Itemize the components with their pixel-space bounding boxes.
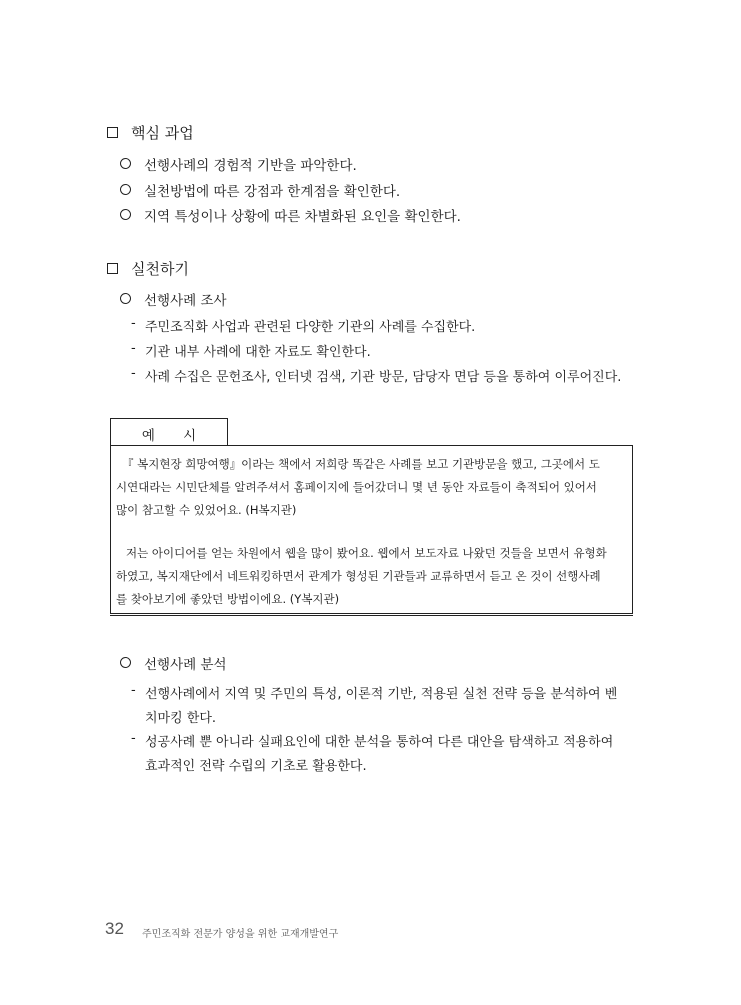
square-bullet-icon — [107, 263, 118, 274]
dash-bullet: - — [131, 366, 136, 381]
dash-bullet: - — [131, 341, 136, 356]
square-bullet-icon — [107, 127, 118, 138]
core-item: 지역 특성이나 상황에 따른 차별화된 요인을 확인한다. — [144, 209, 461, 225]
dash-bullet: - — [131, 731, 136, 746]
circle-bullet-icon — [120, 184, 131, 195]
example-line: 저는 아이디어를 얻는 차원에서 웹을 많이 봤어요. 웹에서 보도자료 나왔던 것들을 보면서 유형화 — [126, 546, 607, 560]
circle-bullet-icon — [120, 657, 131, 668]
section-title-practice: 실천하기 — [131, 260, 189, 278]
analysis-item-line: 효과적인 전략 수립의 기초로 활용한다. — [145, 759, 367, 774]
circle-bullet-icon — [120, 158, 131, 169]
example-line: 많이 참고할 수 있었어요. (H복지관) — [116, 503, 297, 517]
survey-item: 기관 내부 사례에 대한 자료도 확인한다. — [145, 345, 371, 360]
core-item: 실천방법에 따른 강점과 한계점을 확인한다. — [144, 184, 401, 200]
circle-bullet-icon — [120, 209, 131, 220]
example-line: 하였고, 복지재단에서 네트워킹하면서 관계가 형성된 기관들과 교류하면서 듣고 온 것이 선행사례 — [116, 569, 601, 583]
section-title-core: 핵심 과업 — [131, 124, 194, 142]
footer-text: 주민조직화 전문가 양성을 위한 교재개발연구 — [142, 929, 339, 940]
survey-title: 선행사례 조사 — [144, 293, 227, 309]
example-line: 를 찾아보기에 좋았던 방법이에요. (Y복지관) — [116, 592, 340, 606]
example-label: 예 시 — [141, 428, 209, 444]
core-item: 선행사례의 경험적 기반을 파악한다. — [144, 158, 357, 174]
example-tab — [110, 418, 228, 445]
example-line: 『 복지현장 희망여행』이라는 책에서 저희랑 똑같은 사례를 보고 기관방문을 했고, 그곳에서 도 — [122, 457, 600, 471]
circle-bullet-icon — [120, 293, 131, 304]
analysis-item-line: 치마킹 한다. — [145, 711, 217, 726]
survey-item: 사례 수집은 문헌조사, 인터넷 검색, 기관 방문, 담당자 면담 등을 통하여 이루어진다. — [145, 370, 622, 385]
analysis-title: 선행사례 분석 — [144, 657, 227, 673]
dash-bullet: - — [131, 316, 136, 331]
survey-item: 주민조직화 사업과 관련된 다양한 기관의 사례를 수집한다. — [145, 320, 476, 335]
analysis-item-line: 성공사례 뿐 아니라 실패요인에 대한 분석을 통하여 다른 대안을 탐색하고 적용하여 — [145, 735, 614, 750]
dash-bullet: - — [131, 683, 136, 698]
analysis-item-line: 선행사례에서 지역 및 주민의 특성, 이론적 기반, 적용된 실천 전략 등을 분석하여 벤 — [145, 687, 618, 702]
example-line: 시연대라는 시민단체를 알려주셔서 홈페이지에 들어갔더니 몇 년 동안 자료들이 축적되어 있어서 — [116, 480, 597, 494]
page-number: 32 — [105, 919, 124, 938]
